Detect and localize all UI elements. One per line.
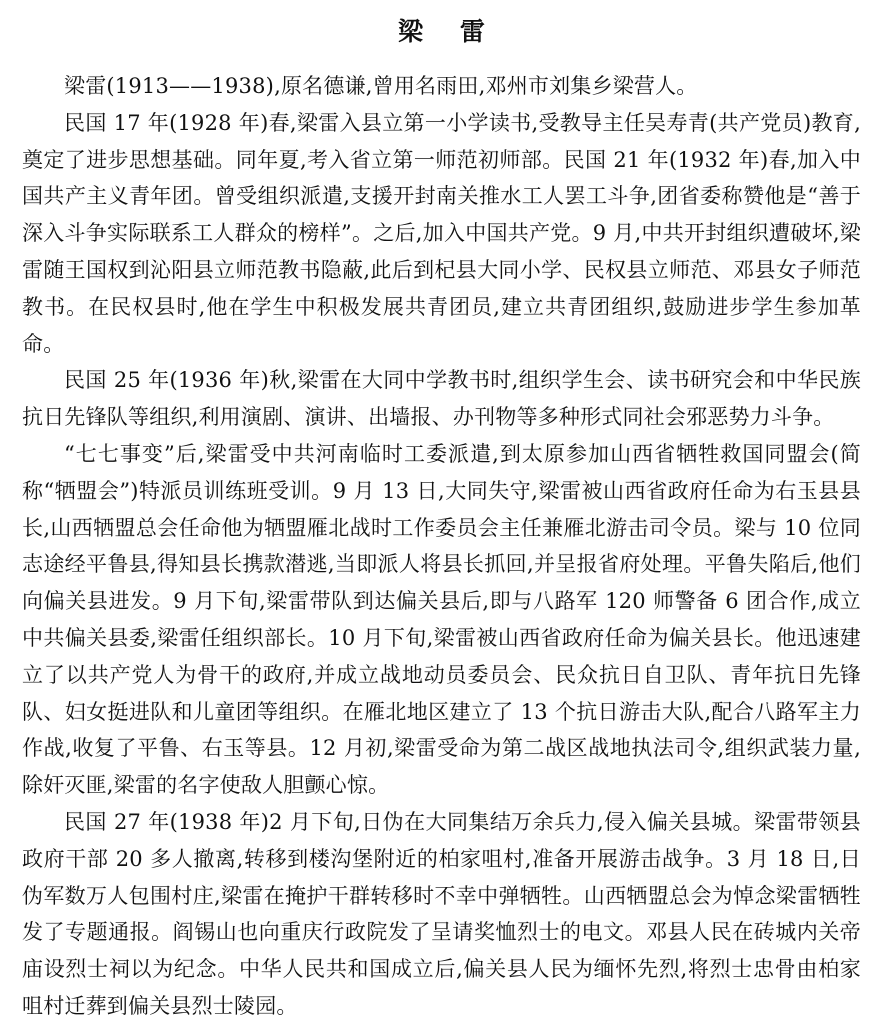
paragraph-intro: 梁雷(1913——1938),原名德谦,曾用名雨田,邓州市刘集乡梁营人。 xyxy=(64,74,698,98)
page-title: 梁 雷 xyxy=(398,17,499,46)
paragraph-teaching: 民国 25 年(1936 年)秋,梁雷在大同中学教书时,组织学生会、读书研究会和中华民族抗日先锋队等组织,利用演剧、演讲、出墙报、办刊物等多种形式同社会邪恶势力斗争。 xyxy=(22,368,861,430)
paragraph-death-memorial: 民国 27 年(1938 年)2 月下旬,日伪在大同集结万余兵力,侵入偏关县城。梁雷带领县政府干部 20 多人撤离,转移到楼沟堡附近的柏家咀村,准备开展游击战争。3 月 18 日,日伪军数万人包围村庄,梁雷在掩护干群转移时不幸中弹牺牲。山西牺盟总会为悼念梁雷牺牲发了专题通报。阎锡山也向重庆行政院发了呈请奖恤烈士的电文。邓县人民在砖城内关帝庙设烈士祠以为纪念。中华人民共和国成立后,偏关县人民为缅怀先烈,将烈士忠骨由柏家咀村迁葬到偏关县烈士陵园。 xyxy=(22,809,861,1018)
paragraph-early-life: 民国 17 年(1928 年)春,梁雷入县立第一小学读书,受教导主任吴寿青(共产党员)教育,奠定了进步思想基础。同年夏,考入省立第一师范初师部。民国 21 年(1932 年)春,加入中国共产主义青年团。曾受组织派遣,支援开封南关推水工人罢工斗争,团省委称赞他是“善于深入斗争实际联系工人群众的榜样”。之后,加入中国共产党。9 月,中共开封组织遭破坏,梁雷随王国权到沁阳县立师范教书隐蔽,此后到杞县大同小学、民权县立师范、邓县女子师范教书。在民权县时,他在学生中积极发展共青团员,建立共青团组织,鼓励进步学生参加革命。 xyxy=(22,110,861,356)
paragraph-war-service: “七七事变”后,梁雷受中共河南临时工委派遣,到太原参加山西省牺牲救国同盟会(简称“牺盟会”)特派员训练班受训。9 月 13 日,大同失守,梁雷被山西省政府任命为右玉县县长,山西牺盟总会任命他为牺盟雁北战时工作委员会主任兼雁北游击司令员。梁与 10 位同志途经平鲁县,得知县长携款潜逃,当即派人将县长抓回,并呈报省府处理。平鲁失陷后,他们向偏关县进发。9 月下旬,梁雷带队到达偏关县后,即与八路军 120 师警备 6 团合作,成立中共偏关县委,梁雷任组织部长。10 月下旬,梁雷被山西省政府任命为偏关县长。他迅速建立了以共产党人为骨干的政府,并成立战地动员委员会、民众抗日自卫队、青年抗日先锋队、妇女挺进队和儿童团等组织。在雁北地区建立了 13 个抗日游击大队,配合八路军主力作战,收复了平鲁、右玉等县。12 月初,梁雷受命为第二战区战地执法司令,组织武装力量,除奸灭匪,梁雷的名字使敌人胆颤心惊。 xyxy=(22,441,861,798)
